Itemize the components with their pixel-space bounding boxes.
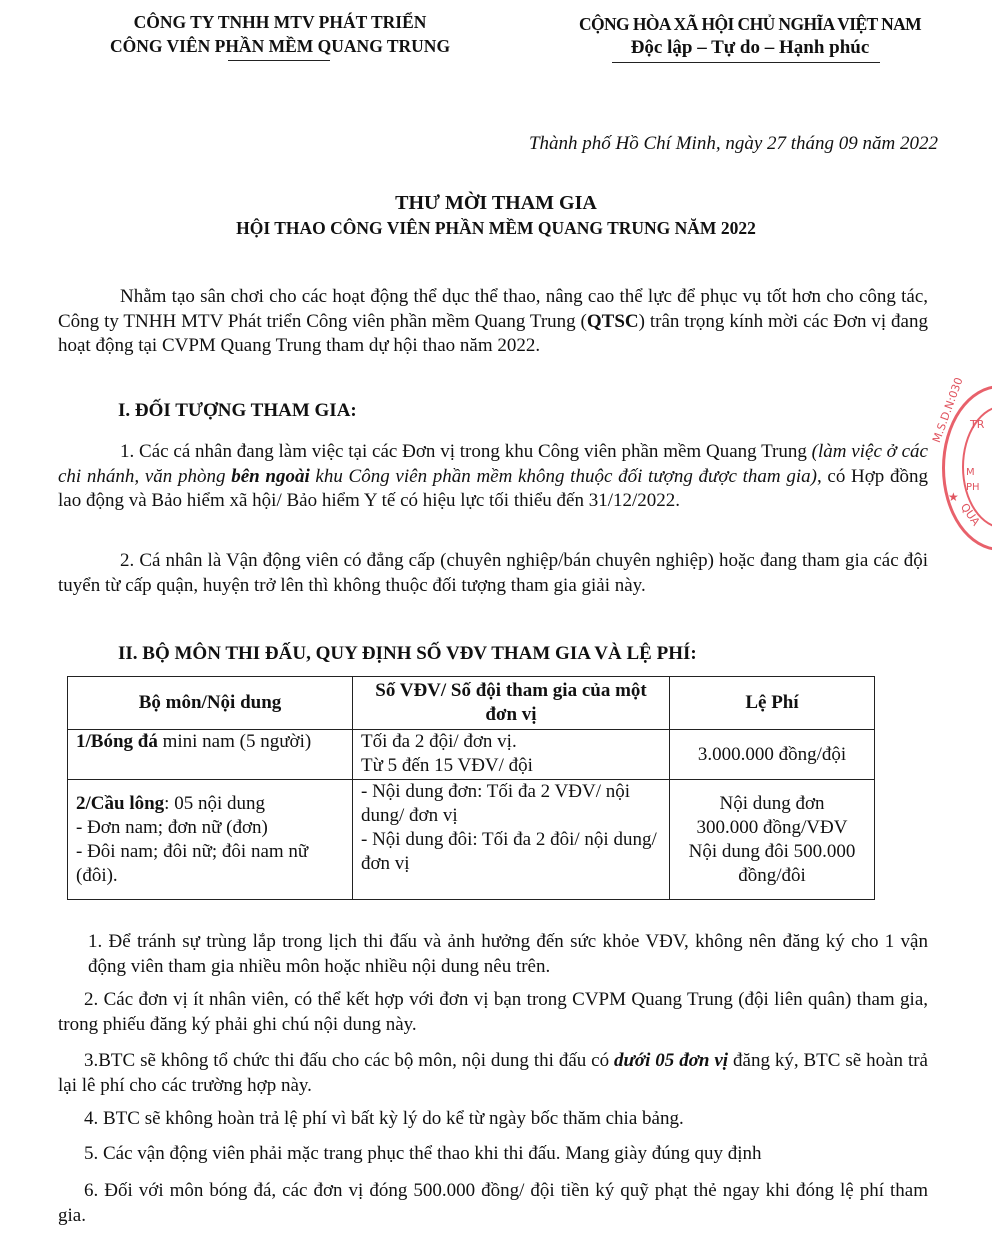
company-name-line2: CÔNG VIÊN PHẦN MỀM QUANG TRUNG xyxy=(109,36,451,56)
motto-underline xyxy=(612,62,880,63)
fee-table xyxy=(67,676,875,900)
company-underline xyxy=(228,60,330,61)
date-line: Thành phố Hồ Chí Minh, ngày 27 tháng 09 năm 2022 xyxy=(528,133,938,154)
intro-paragraph: Nhằm tạo sân chơi cho các hoạt động thể dục thể thao, nâng cao thể lực để phục vụ tốt hơn cho công tác, Công ty TNHH MTV Phát triển Công viên phần mềm Quang Trung (QTSC) trân trọng kính mời các Đơn vị đang hoạt động tại CVPM Quang Trung tham dự hội thao năm 2022. xyxy=(58,286,928,356)
section1-item1: 1. Các cá nhân đang làm việc tại các Đơn vị trong khu Công viên phần mềm Quang Trung (làm việc ở các chi nhánh, văn phòng bên ngoài khu Công viên phần mềm không thuộc đối tượng được tham gia), có Hợp đồng lao động và Bảo hiểm xã hội/ Bảo hiểm Y tế có hiệu lực tối thiểu đến 31/12/2022. xyxy=(58,441,928,511)
section1-heading: I. ĐỐI TƯỢNG THAM GIA: xyxy=(118,400,357,421)
company-header xyxy=(60,10,500,58)
national-header xyxy=(550,12,950,60)
company-name-line1: CÔNG TY TNHH MTV PHÁT TRIỂN xyxy=(133,12,427,32)
seal-text: M.S.D.N:030 xyxy=(930,375,966,445)
table-row xyxy=(68,730,875,780)
note-5: 5. Các vận động viên phải mặc trang phục thể thao khi thi đấu. Mang giày đúng quy định xyxy=(84,1143,762,1164)
note-3: 3.BTC sẽ không tổ chức thi đấu cho các bộ môn, nội dung thi đấu có dưới 05 đơn vị đăng ký, BTC sẽ hoàn trả lại lê phí cho các trường hợp này. xyxy=(58,1050,928,1096)
seal-text: PH xyxy=(966,482,980,493)
note-1: 1. Để tránh sự trùng lắp trong lịch thi đấu và ảnh hưởng đến sức khỏe VĐV, không nên đăng ký cho 1 vận động viên tham gia nhiều môn hoặc nhiều nội dung nêu trên. xyxy=(88,931,928,977)
title-sub: HỘI THAO CÔNG VIÊN PHẦN MỀM QUANG TRUNG NĂM 2022 xyxy=(236,218,756,238)
table-header-row xyxy=(68,677,875,730)
header-sport: Bộ môn/Nội dung xyxy=(68,677,353,730)
seal-text: M xyxy=(966,467,975,478)
header-fee: Lệ Phí xyxy=(670,677,875,730)
note-4: 4. BTC sẽ không hoàn trả lệ phí vì bất kỳ lý do kể từ ngày bốc thăm chia bảng. xyxy=(84,1108,684,1129)
national-motto-line2: Độc lập – Tự do – Hạnh phúc xyxy=(630,37,870,58)
title-main: THƯ MỜI THAM GIA xyxy=(395,192,597,214)
row1-fee: 3.000.000 đồng/đội xyxy=(670,730,875,780)
section1-item2: 2. Cá nhân là Vận động viên có đẳng cấp (chuyên nghiệp/bán chuyên nghiệp) hoặc đang tham gia các đội tuyển từ cấp quận, huyện trở lên thì không thuộc đối tượng tham gia giải này. xyxy=(58,550,928,596)
seal-text: QUA xyxy=(957,500,983,529)
table-row xyxy=(68,780,875,900)
section2-heading: II. BỘ MÔN THI ĐẤU, QUY ĐỊNH SỐ VĐV THAM GIA VÀ LỆ PHÍ: xyxy=(118,643,697,664)
header-participants: Số VĐV/ Số đội tham gia của một đơn vị xyxy=(353,677,670,730)
national-motto-line1: CỘNG HÒA XÃ HỘI CHỦ NGHĨA VIỆT NAM xyxy=(578,14,922,34)
seal-text: TR xyxy=(970,418,985,431)
document-title xyxy=(0,190,992,240)
row1-rules: Tối đa 2 đội/ đơn vị. Từ 5 đến 15 VĐV/ đội xyxy=(353,730,670,780)
row1-sport: 1/Bóng đá mini nam (5 người) xyxy=(68,730,353,780)
note-6: 6. Đối với môn bóng đá, các đơn vị đóng 500.000 đồng/ đội tiền ký quỹ phạt thẻ ngay khi đóng lệ phí tham gia. xyxy=(58,1180,928,1226)
row2-sport: 2/Cầu lông: 05 nội dung - Đơn nam; đơn nữ (đơn) - Đôi nam; đôi nữ; đôi nam nữ (đôi). xyxy=(68,780,353,900)
row2-rules: - Nội dung đơn: Tối đa 2 VĐV/ nội dung/ đơn vị - Nội dung đôi: Tối đa 2 đôi/ nội dung/ đơn vị xyxy=(353,780,670,900)
note-2: 2. Các đơn vị ít nhân viên, có thể kết hợp với đơn vị bạn trong CVPM Quang Trung (đội liên quân) tham gia, trong phiếu đăng ký phải ghi chú nội dung này. xyxy=(58,989,928,1035)
row2-fee: Nội dung đơn 300.000 đồng/VĐV Nội dung đôi 500.000 đồng/đôi xyxy=(670,780,875,900)
seal-star-icon: ★ xyxy=(948,490,959,504)
qtsc-abbrev: QTSC xyxy=(586,310,639,332)
